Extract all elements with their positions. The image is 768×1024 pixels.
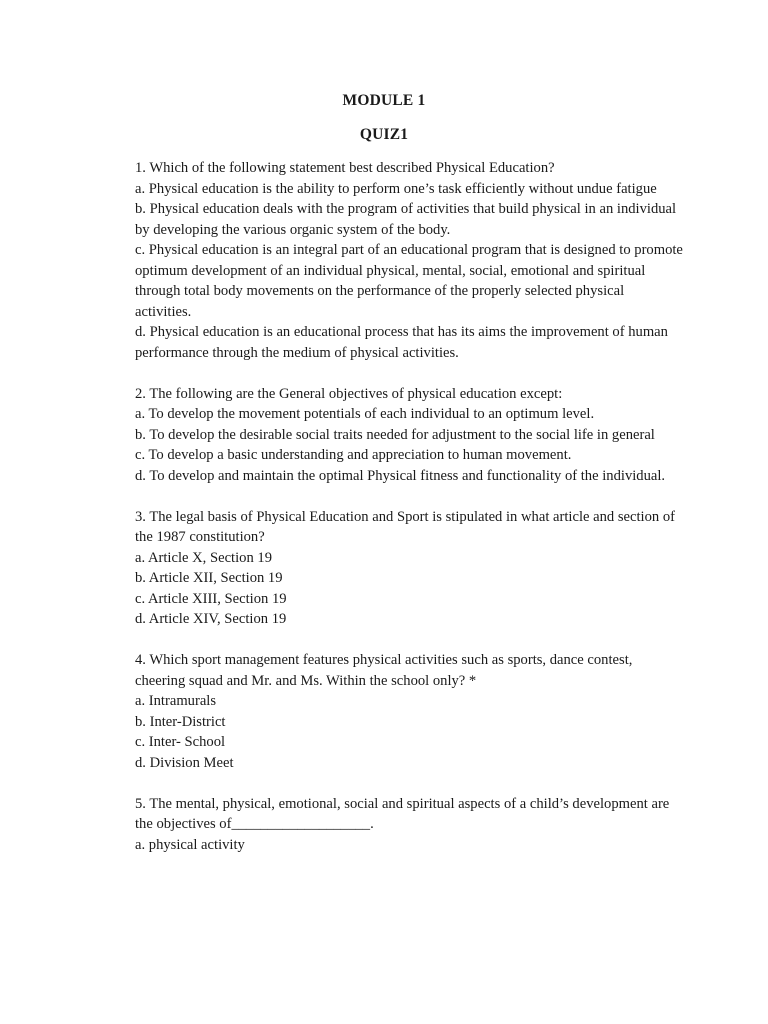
quiz-content [135, 158, 683, 876]
question-text: 1. Which of the following statement best described Physical Education? [135, 160, 555, 176]
answer-option: d. To develop and maintain the optimal Physical fitness and functionality of the individual. [135, 467, 666, 484]
answer-option: b. To develop the desirable social traits needed for adjustment to the social life in general [135, 426, 655, 443]
answer-option: a. physical activity [135, 836, 245, 853]
answer-option: c. Inter- School [135, 734, 226, 750]
answer-option: a. Physical education is the ability to perform one’s task efficiently without undue fatigue [135, 180, 657, 197]
answer-option: c. Article XIII, Section 19 [135, 590, 287, 607]
answer-option: b. Article XII, Section 19 [135, 570, 283, 586]
question-block-3 [135, 507, 683, 630]
quiz-title: QUIZ1 [359, 126, 409, 143]
question-block-4 [135, 650, 683, 773]
answer-option: a. To develop the movement potentials of each individual to an optimum level. [135, 406, 595, 422]
answer-option: a. Intramurals [135, 693, 217, 709]
question-text: 4. Which sport management features physical activities such as sports, dance contest, cheering squad and Mr. and Ms. Within the school only? * [135, 652, 633, 689]
question-text: 5. The mental, physical, emotional, social and spiritual aspects of a child’s development are the objectives of___________________. [135, 795, 670, 832]
question-text: 2. The following are the General objectives of physical education except: [135, 385, 563, 402]
answer-option: d. Physical education is an educational process that has its aims the improvement of human performance through the medium of physical activities. [135, 324, 668, 361]
answer-option: c. To develop a basic understanding and appreciation to human movement. [135, 447, 572, 463]
question-block-2 [135, 384, 683, 487]
module-title: MODULE 1 [342, 92, 426, 109]
answer-option: a. Article X, Section 19 [135, 549, 272, 566]
answer-option: c. Physical education is an integral part of an educational program that is designed to promote optimum development of an individual physical, mental, social, emotional and spiritual through total body movements on the performance of the properly selected physical activities. [135, 242, 683, 320]
question-text: 3. The legal basis of Physical Education and Sport is stipulated in what article and section of the 1987 constitution? [135, 508, 675, 545]
question-block-5 [135, 794, 683, 856]
answer-option: d. Division Meet [135, 754, 234, 771]
question-block-1 [135, 158, 683, 363]
answer-option: b. Physical education deals with the program of activities that build physical in an individual by developing the various organic system of the body. [135, 201, 677, 238]
answer-option: d. Article XIV, Section 19 [135, 611, 287, 627]
answer-option: b. Inter-District [135, 713, 226, 730]
